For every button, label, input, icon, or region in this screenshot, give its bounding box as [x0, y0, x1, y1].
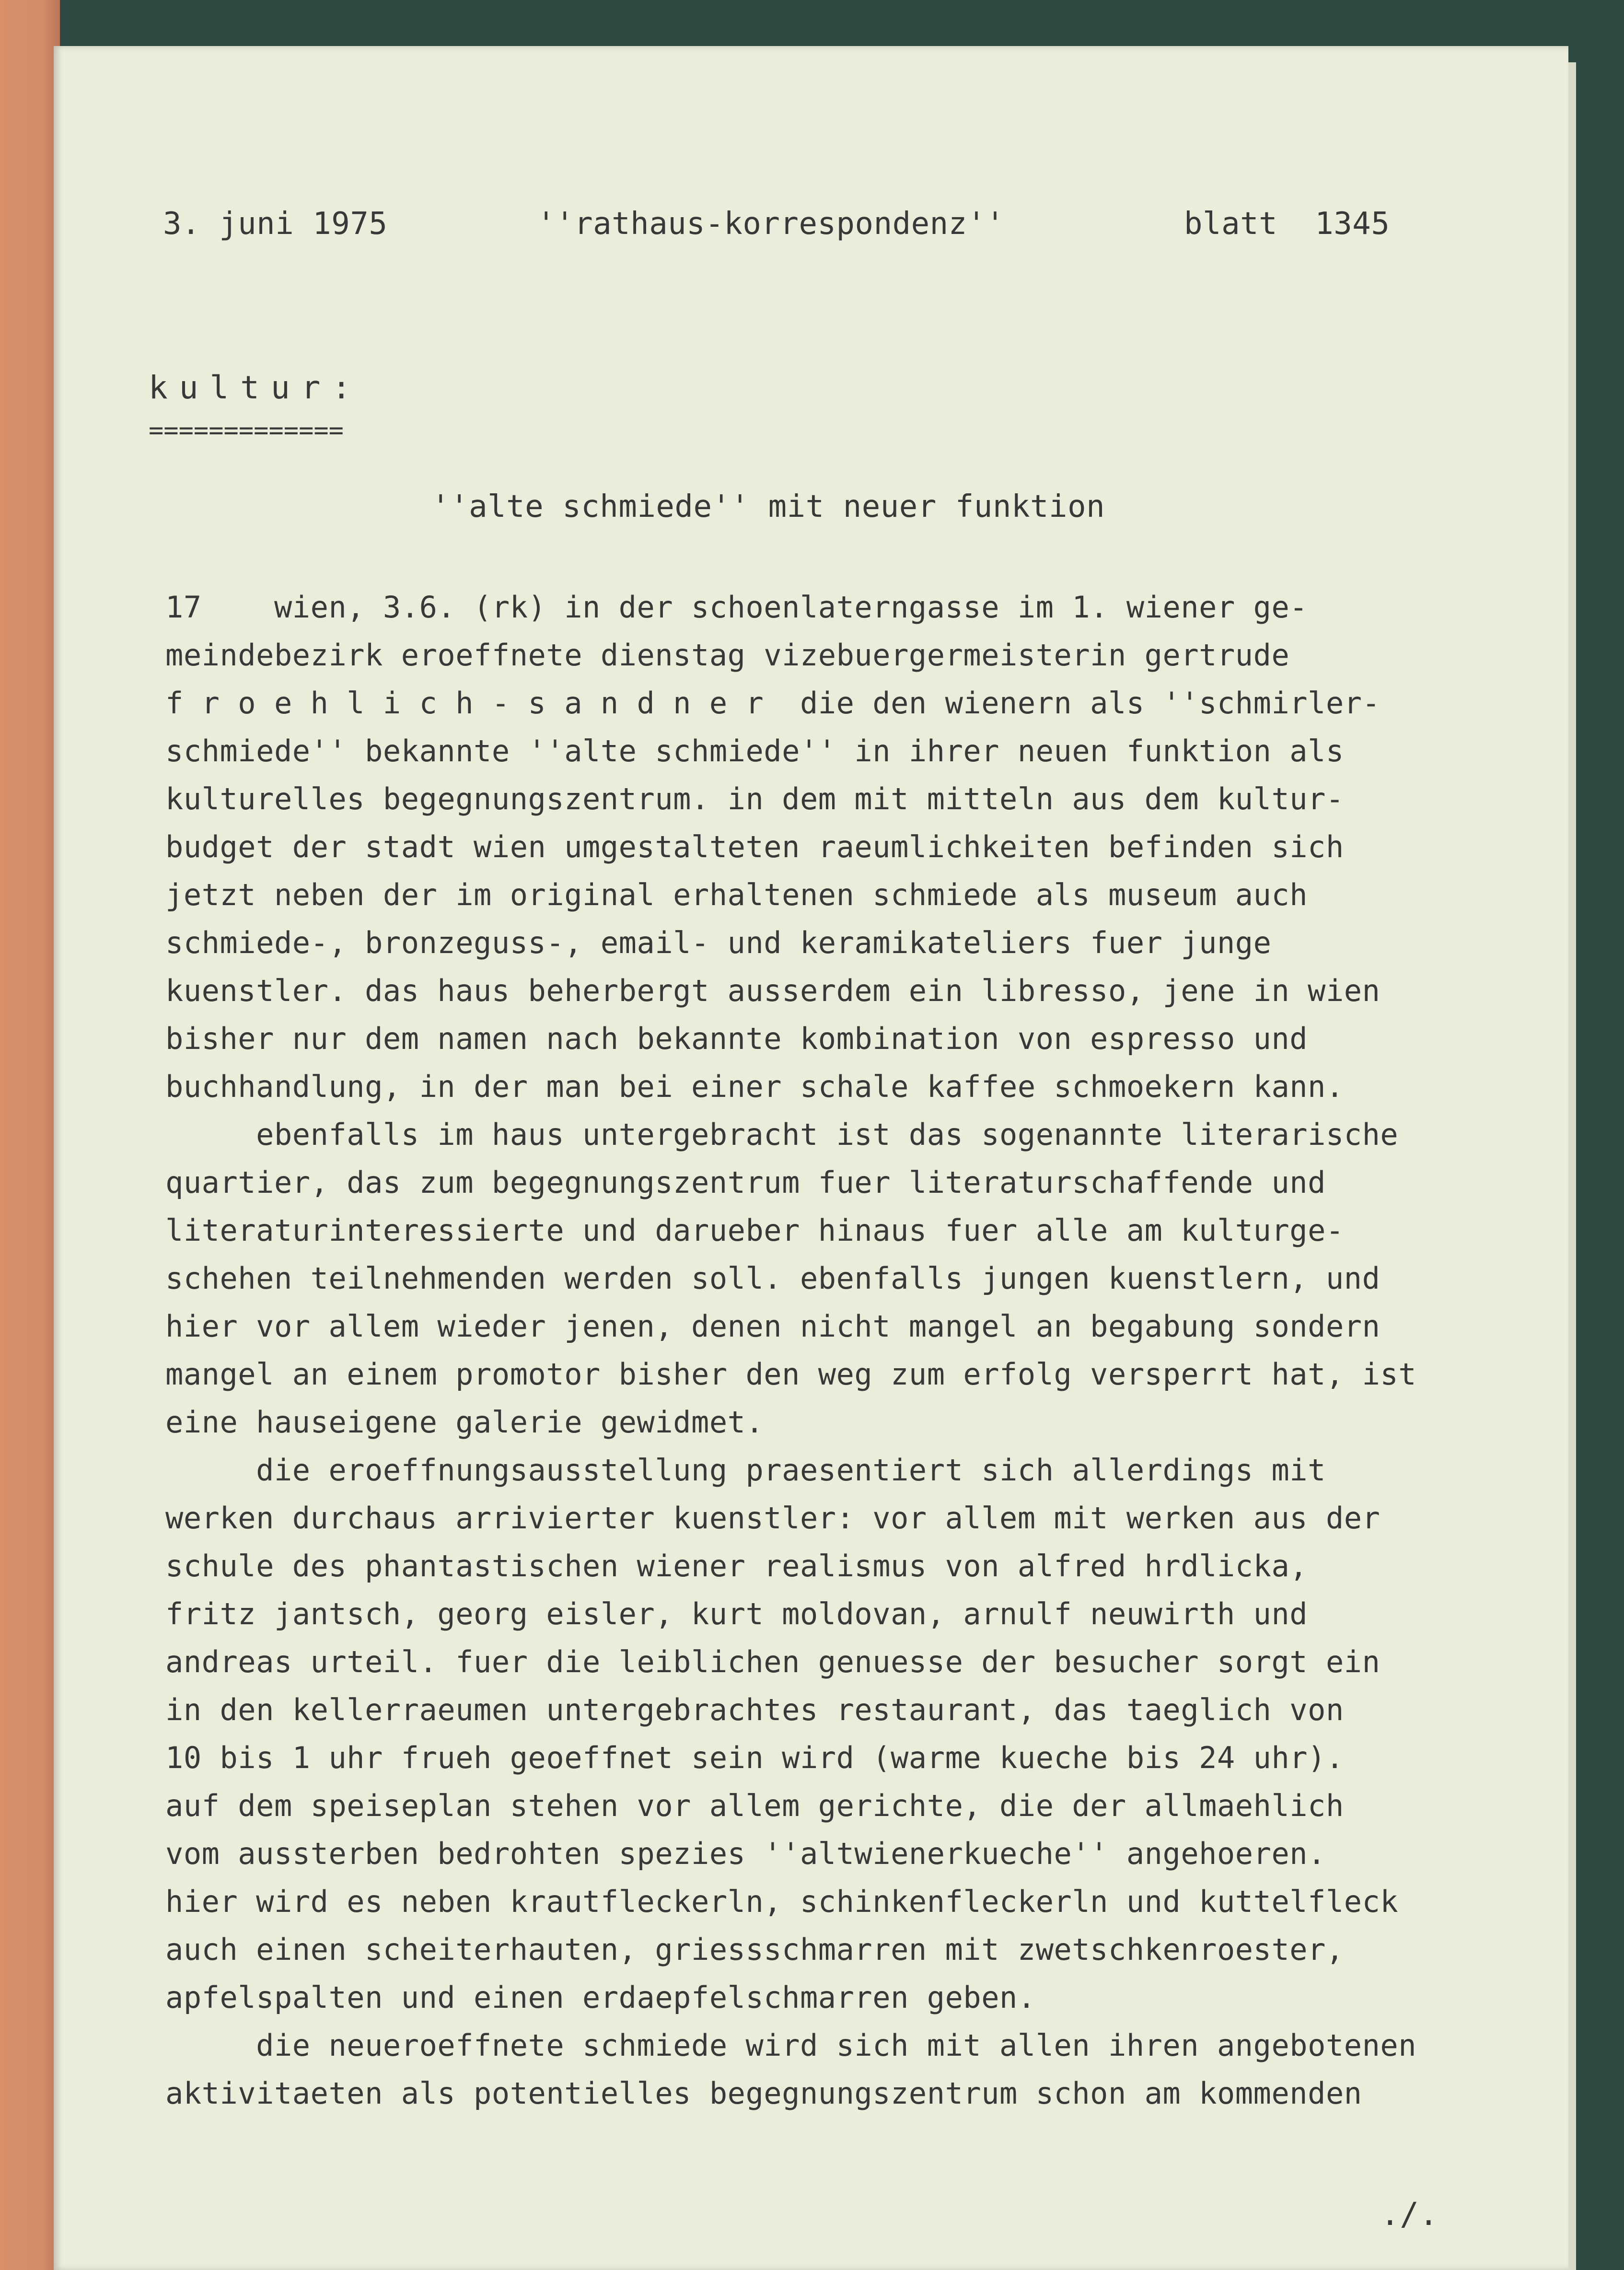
- body-line: vom aussterben bedrohten spezies ''altwienerkueche'' angehoeren.: [165, 1836, 1326, 1871]
- section-underline: =============: [149, 416, 344, 445]
- body-line: 10 bis 1 uhr frueh geoeffnet sein wird (warme kueche bis 24 uhr).: [165, 1740, 1344, 1775]
- section-heading: kultur:: [149, 369, 363, 406]
- body-line: budget der stadt wien umgestalteten raeumlichkeiten befinden sich: [165, 829, 1344, 864]
- body-line: quartier, das zum begegnungszentrum fuer literaturschaffende und: [165, 1165, 1326, 1200]
- body-line: kuenstler. das haus beherbergt ausserdem ein libresso, jene in wien: [165, 973, 1380, 1008]
- body-line: bisher nur dem namen nach bekannte kombination von espresso und: [165, 1021, 1308, 1056]
- header-sheet: blatt 1345: [1184, 206, 1390, 242]
- body-line: auch einen scheiterhauten, griessschmarren mit zwetschkenroester,: [165, 1932, 1344, 1967]
- body-line: apfelspalten und einen erdaepfelschmarren geben.: [165, 1980, 1036, 2015]
- body-line: in den kellerraeumen untergebrachtes restaurant, das taeglich von: [165, 1692, 1344, 1727]
- body-line: 17 wien, 3.6. (rk) in der schoenlaterngasse im 1. wiener ge-: [165, 590, 1308, 625]
- body-line: die eroeffnungsausstellung praesentiert sich allerdings mit: [165, 1453, 1326, 1488]
- body-line: aktivitaeten als potentielles begegnungszentrum schon am kommenden: [165, 2076, 1362, 2111]
- body-line: ebenfalls im haus untergebracht ist das sogenannte literarische: [165, 1117, 1399, 1152]
- body-line: schmiede-, bronzeguss-, email- und keramikateliers fuer junge: [165, 925, 1272, 960]
- body-line: schmiede'' bekannte ''alte schmiede'' in ihrer neuen funktion als: [165, 733, 1344, 768]
- body-line: jetzt neben der im original erhaltenen schmiede als museum auch: [165, 877, 1308, 912]
- body-line: meindebezirk eroeffnete dienstag vizebuergermeisterin gertrude: [165, 638, 1290, 673]
- article-title: ''alte schmiede'' mit neuer funktion: [431, 489, 1105, 524]
- body-line: eine hauseigene galerie gewidmet.: [165, 1405, 764, 1440]
- continuation-mark: ./.: [1380, 2196, 1438, 2233]
- body-line: literaturinteressierte und darueber hinaus fuer alle am kulturge-: [165, 1213, 1344, 1248]
- body-line: buchhandlung, in der man bei einer schale kaffee schmoekern kann.: [165, 1069, 1344, 1104]
- page-edge: [1568, 62, 1576, 2270]
- body-line: schehen teilnehmenden werden soll. ebenfalls jungen kuenstlern, und: [165, 1261, 1380, 1296]
- header-publication: ''rathaus-korrespondenz'': [537, 206, 1005, 242]
- header-date: 3. juni 1975: [163, 206, 388, 242]
- body-line: andreas urteil. fuer die leiblichen genuesse der besucher sorgt ein: [165, 1644, 1380, 1679]
- body-line: kulturelles begegnungszentrum. in dem mit mitteln aus dem kultur-: [165, 781, 1344, 816]
- body-line: hier wird es neben krautfleckerln, schinkenfleckerln und kuttelfleck: [165, 1884, 1399, 1919]
- body-line: auf dem speiseplan stehen vor allem gerichte, die der allmaehlich: [165, 1788, 1344, 1823]
- body-line: werken durchaus arrivierter kuenstler: vor allem mit werken aus der: [165, 1501, 1380, 1536]
- body-line: die neueroeffnete schmiede wird sich mit allen ihren angebotenen: [165, 2028, 1417, 2063]
- body-line: f r o e h l i c h - s a n d n e r die den wienern als ''schmirler-: [165, 686, 1380, 721]
- body-line: mangel an einem promotor bisher den weg zum erfolg versperrt hat, ist: [165, 1357, 1417, 1392]
- body-line: fritz jantsch, georg eisler, kurt moldovan, arnulf neuwirth und: [165, 1596, 1308, 1631]
- binder-cover: [0, 0, 60, 2270]
- body-line: hier vor allem wieder jenen, denen nicht mangel an begabung sondern: [165, 1309, 1380, 1344]
- body-line: schule des phantastischen wiener realismus von alfred hrdlicka,: [165, 1548, 1308, 1583]
